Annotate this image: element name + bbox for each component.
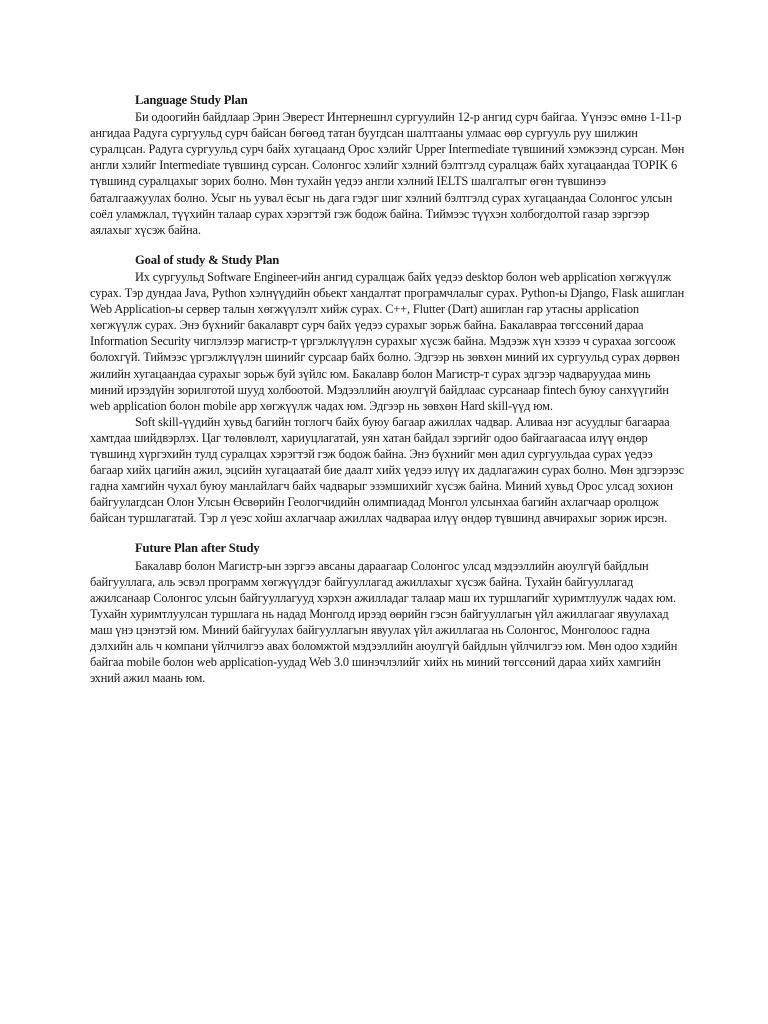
section-title: Future Plan after Study	[135, 541, 260, 556]
document-page	[90, 92, 686, 700]
section-goal-of-study	[90, 252, 686, 527]
section-title: Language Study Plan	[135, 93, 248, 107]
section-future-plan	[90, 540, 686, 686]
paragraph: Би одоогийн байдлаар Эрин Эверест Интернешнл сургуулийн 12-р ангид сурч байгаа. Үүнээс өмнө 1-11-р ангидаа Радуга сургуульд сурч байсан бөгөөд татан буугдсан шалтгааны улмаас өөр сургууль руу шилжин суралцсан. Радуга сургуульд сурч байх хугацаанд Орос хэлийг Upper Intermediate түвшиний хэмжээнд сурсан. Мөн англи хэлийг Intermediate түвшинд сурсан. Солонгос хэлийг хэлний бэлтгэлд суралцаж байх хугацаандаа TOPIK 6 түвшинд суралцахыг зорих болно. Мөн тухайн үедээ англи хэлний IELTS шалгалтыг өгөн түвшинээ баталгаажуулах болно. Усыг нь уувал ёсыг нь дага гэдэг шиг хэлний бэлтгэлд сурах хугацаандаа Солонгос улсын соёл уламжлал, түүхийн талаар сурах хэрэгтэй гэж бодож байна. Тиймээс түүхэн холбогдолтой газар зэргээр аялахыг хүсэж байна.	[90, 110, 685, 237]
paragraph: Их сургуульд Software Engineer-ийн ангид суралцаж байх үедээ desktop болон web application хөгжүүлж сурах. Тэр дундаа Java, Python хэлнүүдийн обьект хандалтат програмчлалыг сурах. Python-ы Django, Flask ашиглан Web Application-ы сервер талын хөгжүүлэлт хийж сурах. C++, Flutter (Dart) ашиглан гар утасны application хөгжүүлж сурах. Энэ бүхнийг бакалаврт сурч байх үедээ сурахыг зорьж байна. Бакалавраа төгссөний дараа Information Security чиглэлээр магистр-т үргэлжлүүлэн сурахыг хүсэж байна. Мэдээж хүн хэзээ ч сурахаа зогсоож болохгүй. Тиймээс үргэлжлүүлэн шинийг сурсаар байх болно. Эдгээр нь зөвхөн миний их сургуульд сурах дөрвөн жилийн хугацаандаа сурахыг зорьж буй зүйлс юм. Бакалавр болон Магистр-т сурах эдгээр чадваруудаа минь миний ирээдүйн зорилготой шууд холбоотой. Мэдээллийн аюулгүй байдлаас сурсанаар fintech буюу санхүүгийн web application болон mobile app хөгжүүлж чадах юм. Эдгээр нь зөвхөн Hard skill-үүд юм.	[90, 269, 685, 413]
section-title: Goal of study & Study Plan	[135, 252, 280, 267]
paragraph: Бакалавр болон Магистр-ын зэргээ авсаны дараагаар Солонгос улсад мэдээллийн аюулгүй байдлын байгууллага, аль эсвэл программ хөгжүүлдэг байгууллагад ажиллахыг хүсэж байна. Тухайн байгууллагад ажилсанаар Солонгос улсын байгууллагууд хэрхэн ажилладаг талаар маш их туршлагийг хуримтлуулж чадах юм. Тухайн хуримтлуулсан туршлага нь надад Монголд ирээд өөрийн гэсэн байгууллагын үйл ажиллагааг явуулахад маш үнэ цэнэтэй юм. Миний байгуулах байгууллагын явуулах үйл ажиллагаа нь Солонгос, Монголоос гадна дэлхийн аль ч компани үйлчилгээ авах боломжтой мэдээллийн аюулгүй байдлын үйлчилгээ юм. Мөн одоо хэдийн байгаа mobile болон web application-уудад Web 3.0 шинэчлэлийг хийх нь миний төгссөний дараа хийх хамгийн эхний ажил маань юм.	[90, 558, 678, 686]
section-language-study-plan	[90, 92, 686, 238]
paragraph: Soft skill-үүдийн хувьд багийн тоглогч байх буюу багаар ажиллах чадвар. Аливаа нэг асуудлыг багаараа хамтдаа шийдвэрлэх. Цаг төлөвлөлт, хариуцлагатай, уян хатан байдал зэргийг одоо байгаагаасаа илүү өндөр түвшинд хүргэхийн тулд суралцах хэрэгтэй гэж бодож байна. Энэ бүхнийг мөн адил сургуульдаа сурах үедээ багаар хийх цагийн ажил, эцсийн хугацаатай бие даалт хийх үедээ илүү их дадлагажин сурах болно. Мөн эдгээрээс гадна хамгийн чухал буюу манлайлагч байх чадварыг эзэмшихийг хүсэж байна. Миний хувьд Орос улсад зохион байгуулагдсан Олон Улсын Өсвөрийн Геологчидийн олимпиадад Монгол улсынхаа багийн ахлагчаар оролцож байсан туршлагатай. Тэр л үеэс хойш ахлагчаар ажиллах чадвараа илүү өндөр түвшинд авчирахыг зориж ирсэн.	[90, 414, 685, 526]
